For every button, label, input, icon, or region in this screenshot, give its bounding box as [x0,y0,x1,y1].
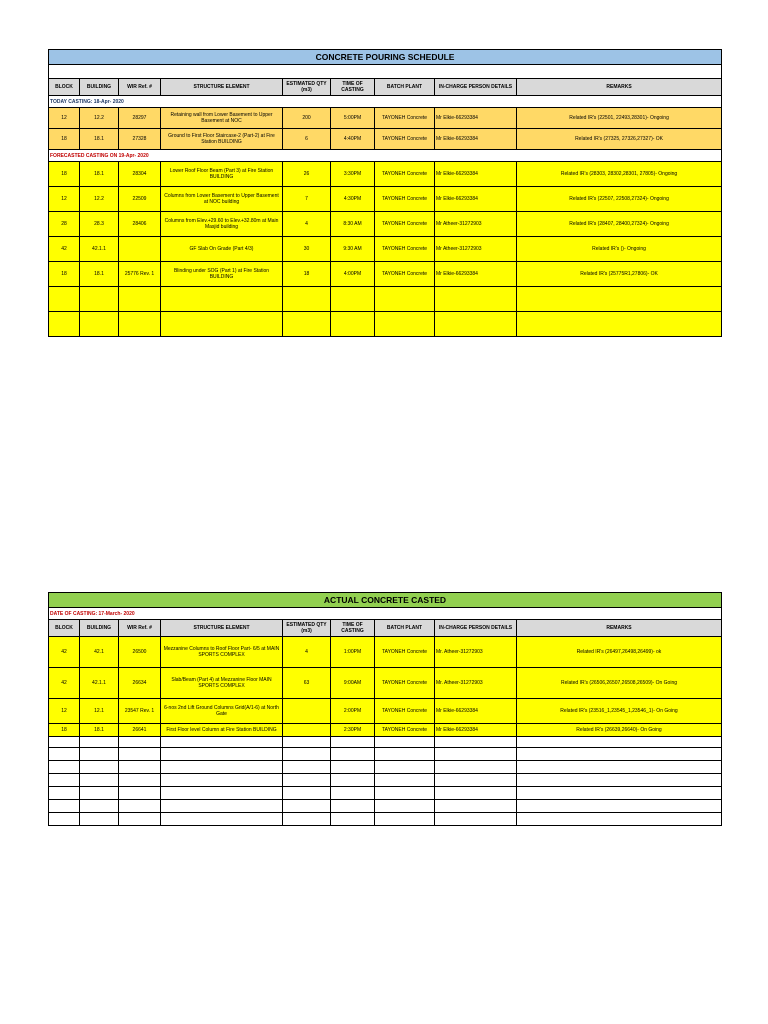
table-row [49,637,722,668]
cell-wir: 27328 [119,129,161,150]
col-plant: BATCH PLANT [375,620,435,637]
cell-remarks: Related IR's (22501, 22493,28301)- Ongoing [517,108,722,129]
cell-element: Blinding under SOG (Part 1) at Fire Station BUILDING [161,262,283,287]
table-row [49,237,722,262]
table-row [49,724,722,737]
cell-person: Mr Atheer-31272903 [435,237,517,262]
empty-row [49,287,722,312]
cell-person: Mr. Atheer-31272903 [435,637,517,668]
cell-remarks: Related IR's ()- Ongoing [517,237,722,262]
cell-remarks: Related IR's (26506,26507,26508,26509)- On Going [517,668,722,699]
actual-header-row [49,620,722,637]
cell-plant: TAYONEH Concrete [375,668,435,699]
col-qty: ESTIMATED QTY (m3) [283,620,331,637]
cell-element: First Floor level Column at Fire Station BUILDING [161,724,283,737]
table-row [49,699,722,724]
cell-remarks: Related IR's (28407, 28400,27324)- Ongoing [517,212,722,237]
col-time: TIME OF CASTING [331,79,375,96]
cell-block: 18 [49,262,80,287]
cell-building: 18.1 [80,262,119,287]
cell-element: Columns from Lower Basement to Upper Basement at NOC building [161,187,283,212]
col-wir: WIR Ref. # [119,79,161,96]
cell-wir: 28406 [119,212,161,237]
cell-qty: 18 [283,262,331,287]
cell-qty: 26 [283,162,331,187]
cell-qty [283,699,331,724]
cell-plant: TAYONEH Concrete [375,187,435,212]
empty-row [49,787,722,800]
col-building: BUILDING [80,79,119,96]
cell-person: Mr Elkie-66293384 [435,162,517,187]
col-time: TIME OF CASTING [331,620,375,637]
cell-block: 12 [49,187,80,212]
col-qty: ESTIMATED QTY (m3) [283,79,331,96]
cell-time: 8:30 AM [331,212,375,237]
cell-element: GF Slab On Grade (Part 4/3) [161,237,283,262]
cell-element: Slab/Beam (Part 4) at Mezzanine Floor MAIN SPORTS COMPLEX [161,668,283,699]
cell-remarks: Related IR's (25775R1,27806)- OK [517,262,722,287]
table-row [49,187,722,212]
cell-remarks: Related IR's (26639,26640)- On Going [517,724,722,737]
cell-wir: 28304 [119,162,161,187]
cell-block: 42 [49,637,80,668]
cell-qty: 7 [283,187,331,212]
cell-plant: TAYONEH Concrete [375,162,435,187]
cell-wir [119,237,161,262]
col-person: IN-CHARGE PERSON DETAILS [435,620,517,637]
cell-plant: TAYONEH Concrete [375,262,435,287]
col-element: STRUCTURE ELEMENT [161,620,283,637]
cell-remarks: Related IR's (26497,26498,26499)- ok [517,637,722,668]
cell-building: 42.1.1 [80,237,119,262]
col-wir: WIR Ref. # [119,620,161,637]
cell-time: 4:40PM [331,129,375,150]
cell-qty: 4 [283,212,331,237]
cell-person: Mr Elkie-66293384 [435,724,517,737]
col-remarks: REMARKS [517,79,722,96]
empty-row [49,748,722,761]
cell-wir: 22509 [119,187,161,212]
cell-element: Columns from Elev.+29.60 to Elev.+32.80m at Main Masjid building [161,212,283,237]
cell-qty: 4 [283,637,331,668]
cell-building: 12.1 [80,699,119,724]
table-row [49,162,722,187]
cell-building: 42.1.1 [80,668,119,699]
table-row [49,262,722,287]
cell-element: Ground to First Floor Staircase-2 (Part-2) at Fire Station BUILDING [161,129,283,150]
cell-qty: 30 [283,237,331,262]
cell-element: 6-nos 2nd Lift Ground Columns Grid(A/1-6) at North Gate [161,699,283,724]
cell-element: Retaining wall from Lower Basement to Upper Basement at NOC [161,108,283,129]
cell-building: 28.3 [80,212,119,237]
cell-plant: TAYONEH Concrete [375,237,435,262]
cell-block: 12 [49,108,80,129]
empty-row [49,813,722,826]
casting-date-label: DATE OF CASTING: 17-March- 2020 [49,608,722,620]
cell-person: Mr Atheer-31272903 [435,212,517,237]
cell-building: 18.1 [80,724,119,737]
cell-time: 2:30PM [331,724,375,737]
cell-block: 42 [49,237,80,262]
table-row [49,129,722,150]
table-row [49,668,722,699]
cell-plant: TAYONEH Concrete [375,699,435,724]
cell-person: Mr Elkie-66293384 [435,187,517,212]
cell-wir: 23547 Rev. 1 [119,699,161,724]
cell-person: Mr Elkie-66293384 [435,262,517,287]
empty-row [49,737,722,748]
cell-plant: TAYONEH Concrete [375,129,435,150]
cell-qty [283,724,331,737]
actual-title: ACTUAL CONCRETE CASTED [49,593,722,608]
col-person: IN-CHARGE PERSON DETAILS [435,79,517,96]
cell-plant: TAYONEH Concrete [375,637,435,668]
cell-remarks: Related IR's (27325, 27326,27327)- OK [517,129,722,150]
cell-plant: TAYONEH Concrete [375,108,435,129]
cell-qty: 200 [283,108,331,129]
cell-building: 12.2 [80,108,119,129]
today-casting-label: TODAY CASTING: 18-Apr- 2020 [49,96,722,108]
cell-person: Mr Elkie-66293384 [435,108,517,129]
cell-wir: 28297 [119,108,161,129]
col-building: BUILDING [80,620,119,637]
cell-block: 42 [49,668,80,699]
cell-wir: 26500 [119,637,161,668]
col-element: STRUCTURE ELEMENT [161,79,283,96]
cell-qty: 63 [283,668,331,699]
col-block: BLOCK [49,79,80,96]
cell-block: 28 [49,212,80,237]
cell-remarks: Related IR's (22507, 22508,27324)- Ongoing [517,187,722,212]
cell-wir: 26634 [119,668,161,699]
cell-time: 5:00PM [331,108,375,129]
col-remarks: REMARKS [517,620,722,637]
cell-building: 12.2 [80,187,119,212]
cell-time: 3:30PM [331,162,375,187]
actual-concrete-casted [48,592,721,826]
cell-time: 2:00PM [331,699,375,724]
empty-row [49,312,722,337]
empty-row [49,800,722,813]
cell-person: Mr Elkie-66293384 [435,699,517,724]
cell-block: 18 [49,162,80,187]
cell-block: 18 [49,129,80,150]
cell-qty: 6 [283,129,331,150]
cell-remarks: Related IR's (28303, 28302,28301, 27805)- Ongoing [517,162,722,187]
cell-person: Mr Elkie-66293384 [435,129,517,150]
cell-plant: TAYONEH Concrete [375,212,435,237]
cell-time: 4:30PM [331,187,375,212]
table-row [49,212,722,237]
table-row [49,108,722,129]
cell-building: 42.1 [80,637,119,668]
cell-remarks: Related IR's (23516_1,23545_1,23546_1)- On Going [517,699,722,724]
forecast-casting-label: FORECASTED CASTING ON 19-Apr- 2020 [49,150,722,162]
cell-time: 9:30 AM [331,237,375,262]
cell-wir: 25776 Rev. 1 [119,262,161,287]
cell-block: 18 [49,724,80,737]
cell-element: Lower Roof Floor Beam (Part 3) at Fire Station BUILDING [161,162,283,187]
schedule-title: CONCRETE POURING SCHEDULE [49,50,722,65]
cell-time: 1:00PM [331,637,375,668]
empty-row [49,761,722,774]
cell-person: Mr. Atheer-31272903 [435,668,517,699]
cell-block: 12 [49,699,80,724]
col-plant: BATCH PLANT [375,79,435,96]
cell-building: 18.1 [80,162,119,187]
cell-building: 18.1 [80,129,119,150]
col-block: BLOCK [49,620,80,637]
concrete-pouring-schedule [48,49,721,337]
schedule-header-row [49,79,722,96]
cell-wir: 26641 [119,724,161,737]
cell-time: 4:00PM [331,262,375,287]
cell-plant: TAYONEH Concrete [375,724,435,737]
cell-element: Mezzanine Columns to Roof Floor Part- 6/5 at MAIN SPORTS COMPLEX [161,637,283,668]
empty-row [49,774,722,787]
cell-time: 9:00AM [331,668,375,699]
